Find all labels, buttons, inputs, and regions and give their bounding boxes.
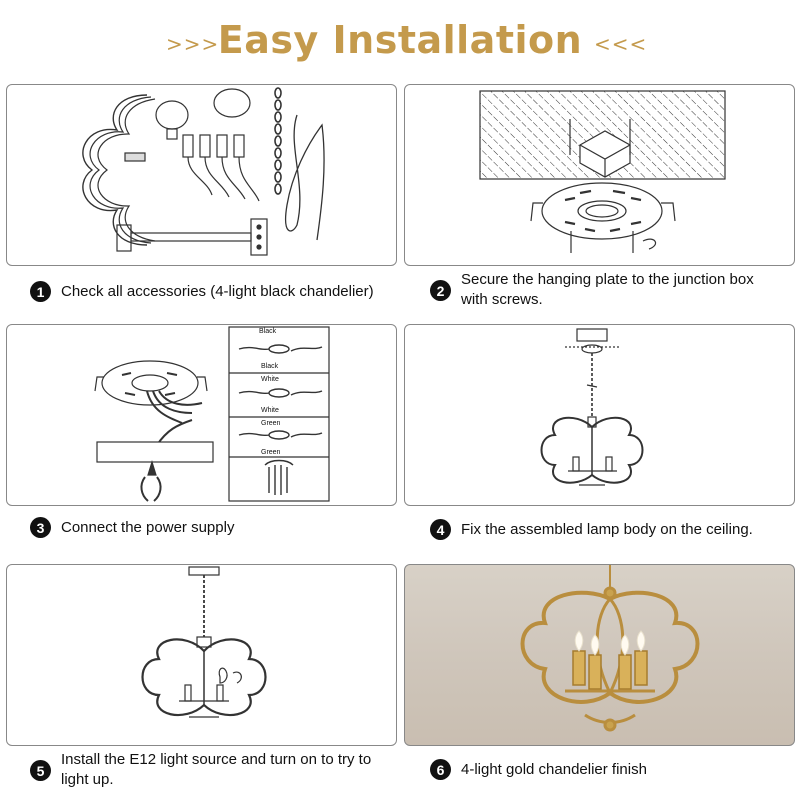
wire-label-green-bottom: Green bbox=[261, 449, 281, 456]
accessories-illustration bbox=[7, 85, 396, 265]
step-text: 4-light gold chandelier finish bbox=[461, 761, 647, 778]
step-number-badge: 1 bbox=[30, 281, 51, 302]
panel-step-1 bbox=[6, 84, 397, 266]
step-number-badge: 6 bbox=[430, 759, 451, 780]
wire-label-white-bottom: White bbox=[261, 407, 279, 414]
step-number-badge: 3 bbox=[30, 517, 51, 538]
mounting-plate-illustration bbox=[405, 85, 794, 265]
step-number-badge: 2 bbox=[430, 280, 451, 301]
step-3 bbox=[30, 518, 400, 538]
wire-label-white-top: White bbox=[261, 376, 279, 383]
page-title: Easy Installation bbox=[217, 18, 583, 62]
step-2 bbox=[430, 270, 780, 310]
panel-step-3 bbox=[6, 324, 397, 506]
step-5 bbox=[30, 750, 390, 790]
step-text: Secure the hanging plate to the junction box with screws. bbox=[461, 271, 754, 308]
panel-step-6 bbox=[404, 564, 795, 746]
panel-step-2 bbox=[404, 84, 795, 266]
step-number-badge: 4 bbox=[430, 519, 451, 540]
wire-label-black-bottom: Black bbox=[261, 363, 279, 370]
step-text: Fix the assembled lamp body on the ceiling. bbox=[461, 521, 753, 538]
step-text: Install the E12 light source and turn on to try to light up. bbox=[61, 751, 372, 788]
step-text: Connect the power supply bbox=[61, 519, 235, 536]
bulb-install-illustration bbox=[7, 565, 396, 745]
arrow-right-decoration: <<< bbox=[594, 32, 648, 56]
wire-label-black-top: Black bbox=[259, 328, 277, 335]
arrow-left-decoration: >>> bbox=[166, 32, 220, 56]
step-text: Check all accessories (4-light black chandelier) bbox=[61, 283, 374, 300]
panel-step-5 bbox=[6, 564, 397, 746]
header bbox=[0, 14, 800, 70]
wire-label-green-top: Green bbox=[261, 420, 281, 427]
step-6 bbox=[430, 760, 790, 780]
step-4 bbox=[430, 520, 790, 540]
gold-chandelier-photo bbox=[405, 565, 794, 745]
panel-step-4 bbox=[404, 324, 795, 506]
wiring-illustration bbox=[7, 325, 396, 505]
ceiling-lamp-illustration bbox=[405, 325, 794, 505]
step-1 bbox=[30, 282, 400, 302]
step-number-badge: 5 bbox=[30, 760, 51, 781]
